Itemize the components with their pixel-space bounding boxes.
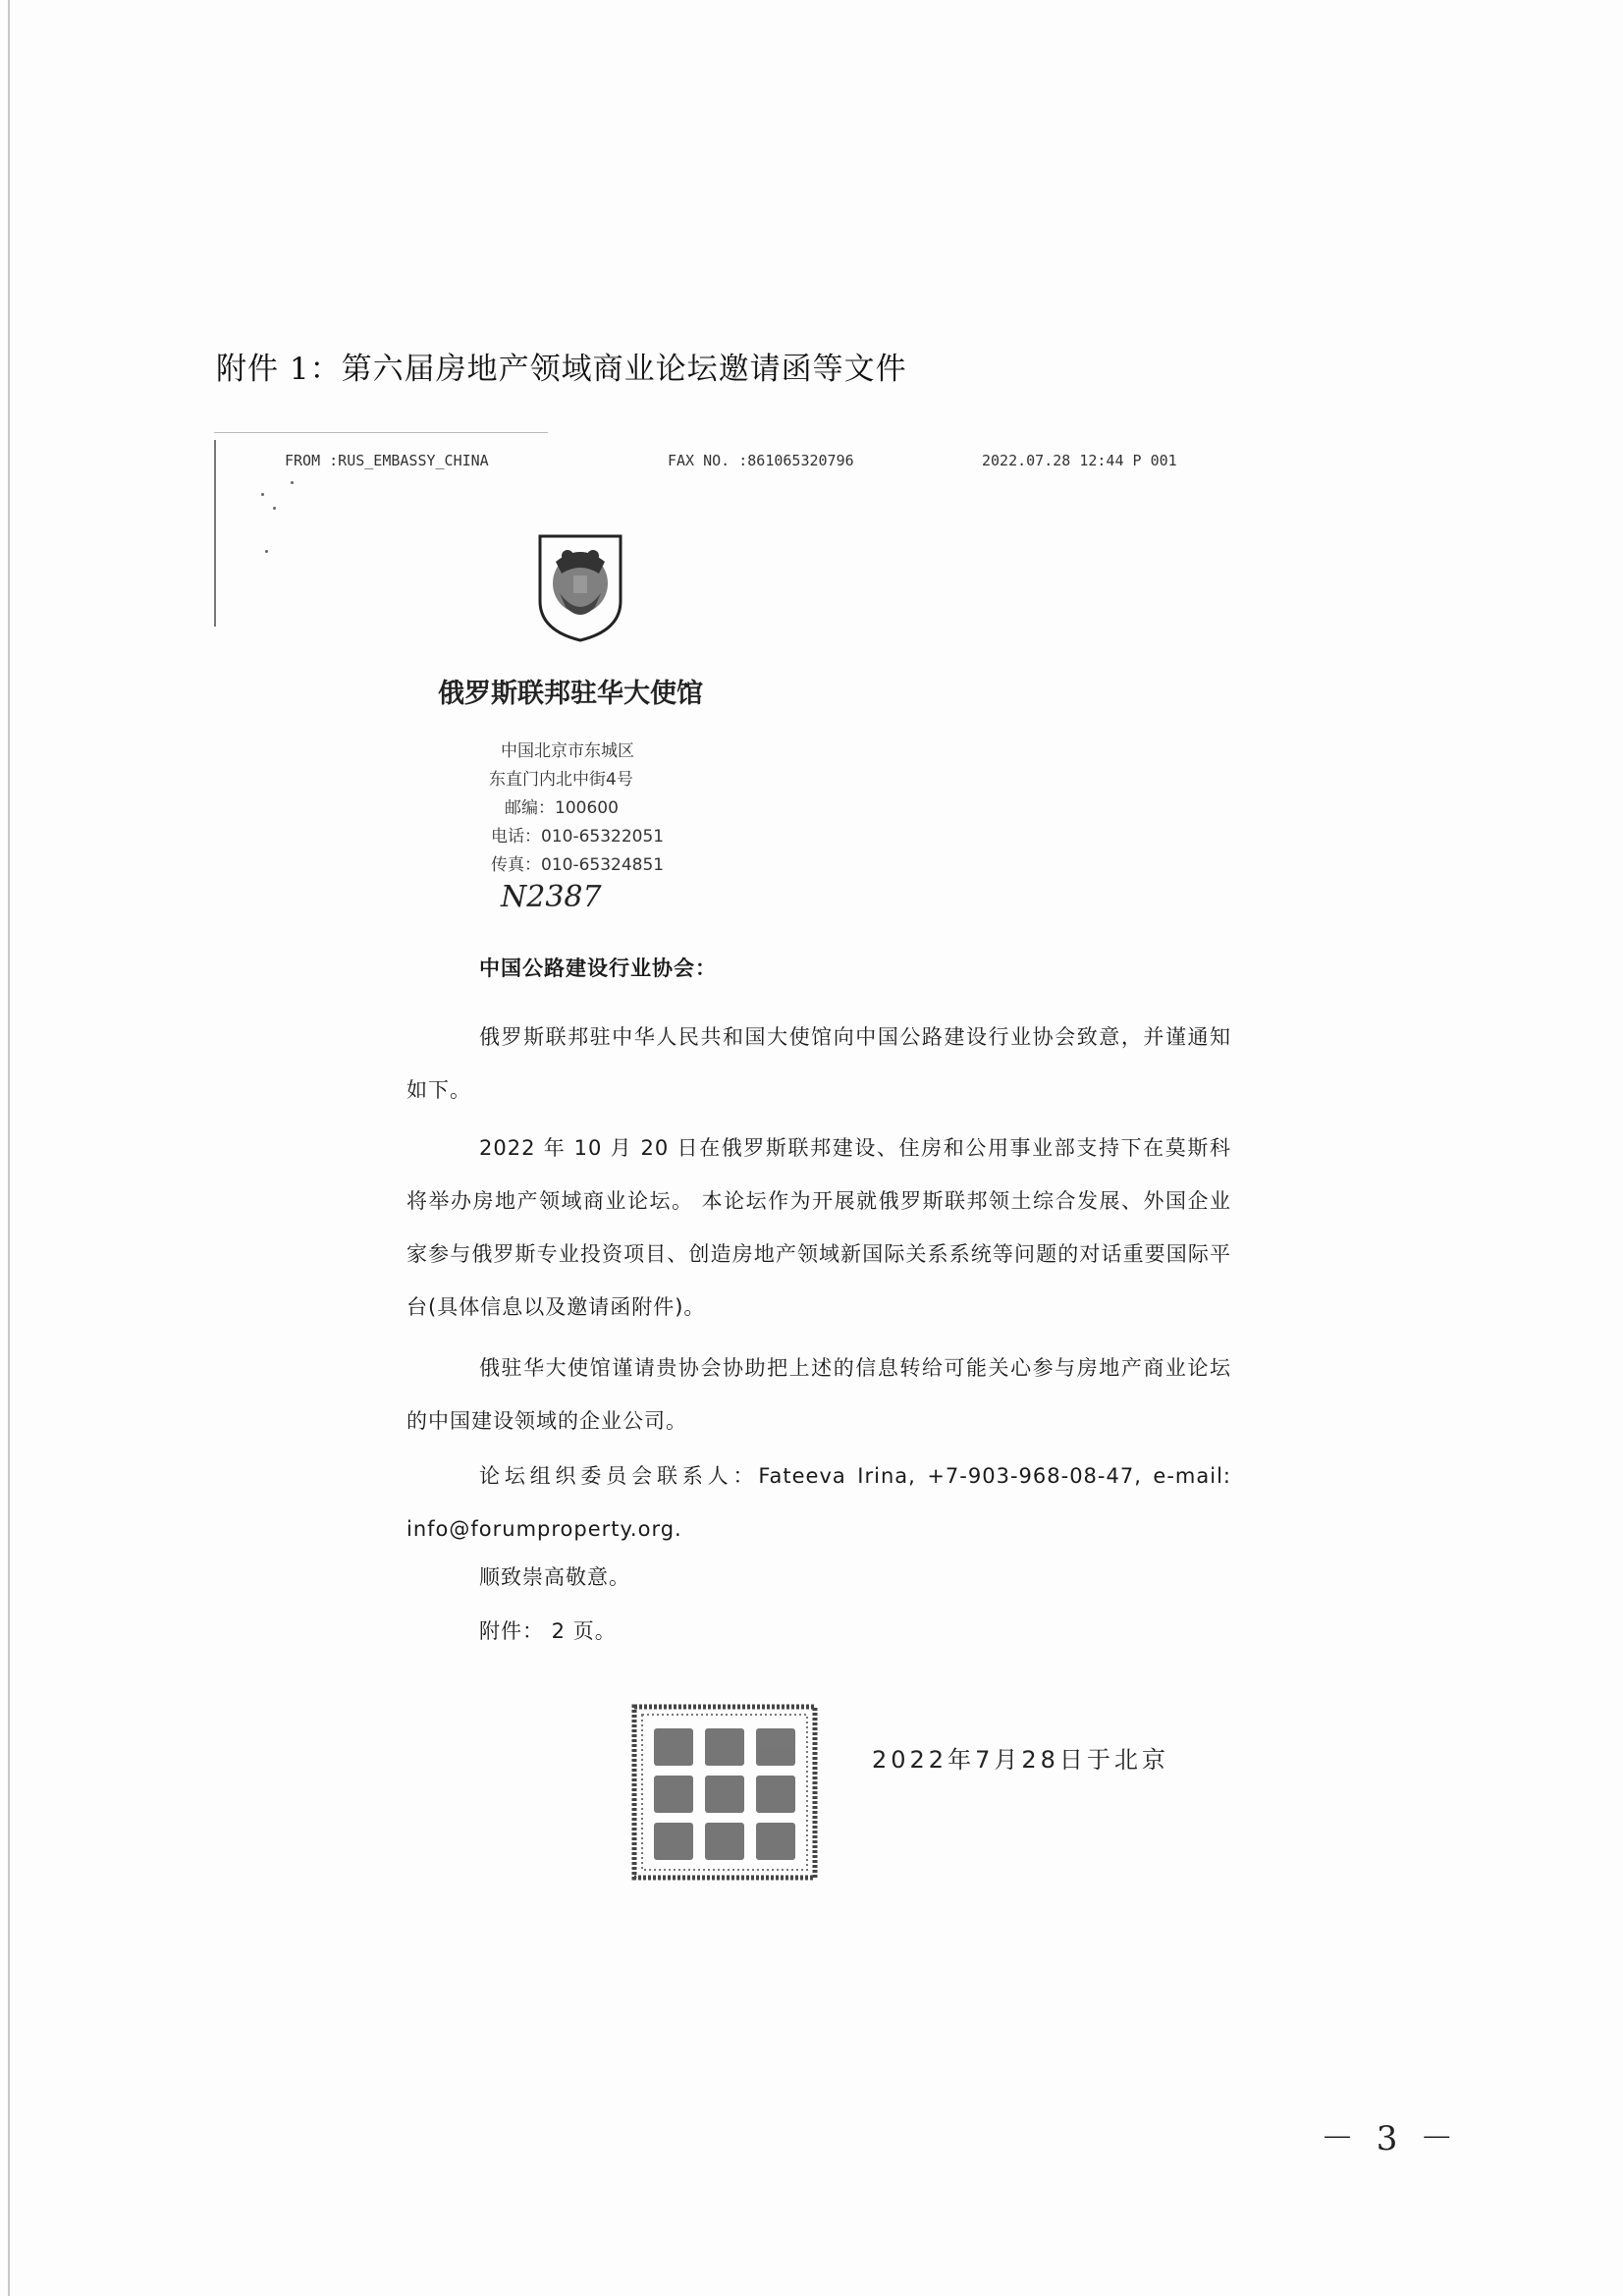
attachment-title: 附件 1：第六届房地产领域商业论坛邀请函等文件 (216, 352, 907, 387)
signing-date-place: 2022年7月28日于北京 (872, 1746, 1169, 1774)
fax-header-datetime: 2022.07.28 12:44 P 001 (982, 452, 1177, 469)
fax-header-fax-number: FAX NO. :861065320796 (668, 452, 854, 469)
fax-line: 传真：010-65324851 (491, 855, 665, 875)
fax-document (214, 432, 1294, 1905)
scan-edge-line (8, 0, 10, 2296)
coat-of-arms-icon (536, 532, 624, 642)
fax-left-rule (214, 440, 216, 627)
fax-header-from: FROM :RUS_EMBASSY_CHINA (285, 452, 489, 469)
enclosure-note: 附件： 2 页。 (479, 1619, 617, 1643)
page-number: － 3 － (1321, 2119, 1460, 2159)
address-line: 中国北京市东城区 (501, 741, 634, 761)
embassy-seal-stamp (626, 1699, 823, 1886)
scan-speck (273, 507, 276, 510)
telephone-line: 电话：010-65322051 (491, 827, 665, 847)
letter-paragraph: 俄驻华大使馆谨请贵协会协助把上述的信息转给可能关心参与房地产商业论坛的中国建设领域的企业公司。 (406, 1356, 1231, 1433)
scan-speck (265, 550, 268, 553)
contact-paragraph: 论坛组织委员会联系人：Fateeva Irina, +7-903-968-08-47, e-mail: info@forumproperty.org. (406, 1464, 1231, 1541)
fax-top-rule (214, 432, 548, 433)
closing-salutation: 顺致崇高敬意。 (479, 1565, 630, 1589)
letter-paragraph: 2022 年 10 月 20 日在俄罗斯联邦建设、住房和公用事业部支持下在莫斯科将举办房地产领域商业论坛。 本论坛作为开展就俄罗斯联邦领土综合发展、外国企业家参与俄罗斯专业投资项目、创造房地产领域新国际关系系统等问题的对话重要国际平台(具体信息以及邀请函附件)。 (406, 1136, 1232, 1319)
scan-speck (291, 481, 294, 484)
postcode-line: 邮编：100600 (505, 798, 619, 818)
scan-speck (261, 493, 264, 496)
letter-paragraph: 俄罗斯联邦驻中华人民共和国大使馆向中国公路建设行业协会致意，并谨通知如下。 (406, 1025, 1231, 1102)
addressee: 中国公路建设行业协会： (479, 957, 717, 980)
embassy-name: 俄罗斯联邦驻华大使馆 (438, 679, 703, 709)
address-line: 东直门内北中街4号 (489, 770, 633, 790)
reference-number: N2387 (501, 880, 602, 914)
